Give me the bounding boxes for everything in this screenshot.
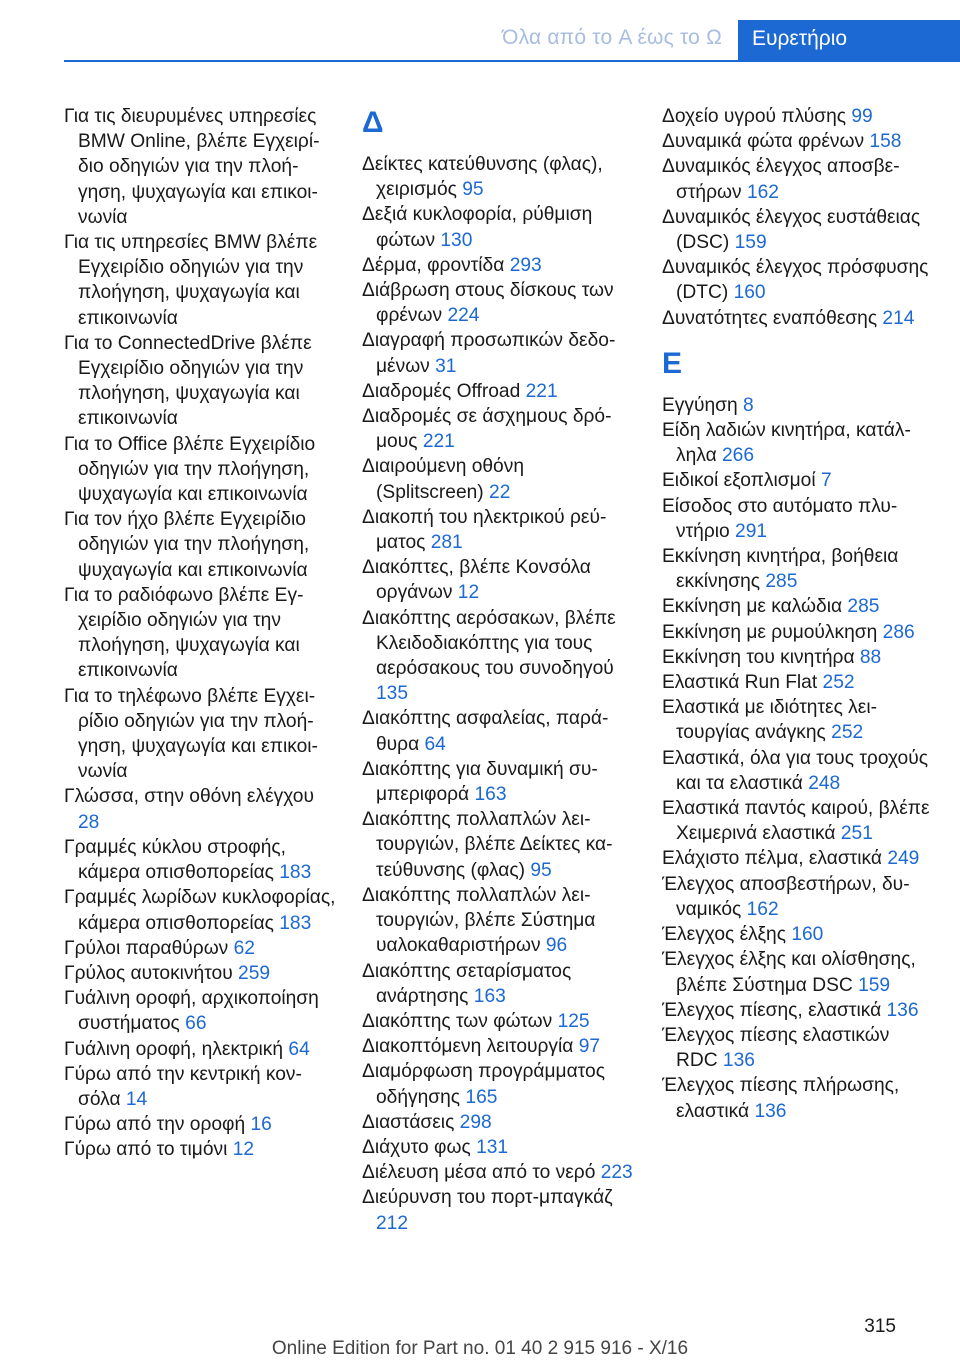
index-entry-text: Διακοπή του ηλεκτρικού ρεύματος (362, 506, 607, 554)
index-entry (662, 468, 934, 493)
index-entry-text: Διαστάσεις (362, 1111, 455, 1133)
index-entry-text: Για το τηλέφωνο βλέπε Εγχειρίδιο οδηγιών για την πλοήγηση, ψυχαγωγία και επικοινωνία (64, 685, 318, 783)
index-entry-text: Γλώσσα, στην οθόνη ελέγχου (64, 786, 314, 808)
index-entry-text: Διέλευση μέσα από το νερό (362, 1162, 596, 1184)
index-entry (662, 255, 934, 305)
index-page-link[interactable]: 183 (279, 912, 312, 934)
header-rule (64, 60, 960, 62)
index-page-link[interactable]: 136 (754, 1100, 787, 1122)
index-entry (64, 885, 336, 935)
index-entry-text: Διαδρομές σε άσχημους δρόμους (362, 406, 612, 453)
index-entry (662, 154, 934, 204)
index-page-link[interactable]: 285 (765, 571, 798, 593)
index-entry-text: Γραμμές κύκλου στροφής, κάμερα οπισθοπορείας (64, 836, 286, 884)
index-entry (64, 961, 336, 986)
page-number: 315 (864, 1316, 896, 1337)
index-page-link[interactable]: 163 (474, 784, 507, 806)
index-entry (362, 1135, 634, 1160)
index-entry-text: Εγγύηση (662, 394, 738, 416)
index-entry-text: Δέρμα, φροντίδα (362, 254, 505, 276)
index-entry-text: Είδη λαδιών κινητήρα, κατάλληλα (662, 420, 911, 467)
index-entry-text: Διακόπτης για δυναμική συμπεριφορά (362, 758, 598, 806)
index-entry (362, 379, 634, 404)
index-entry-text: Διαμόρφωση προγράμματος οδήγησης (362, 1061, 605, 1108)
index-entry (64, 684, 336, 785)
index-page-link[interactable]: 221 (525, 380, 558, 402)
index-entry (362, 706, 634, 756)
header-section-title: Όλα από το A έως το Ω (502, 26, 722, 49)
footer-edition: Online Edition for Part no. 01 40 2 915 916 - X/16 (271, 1338, 689, 1359)
index-entry (662, 1073, 934, 1123)
index-page-link[interactable]: 135 (376, 683, 409, 705)
index-entry-text: Ελαστικά, όλα για τους τροχούς και τα ελαστικά (662, 747, 928, 794)
index-entry (64, 230, 336, 331)
index-entry-text: Έλεγχος αποσβεστήρων, δυναμικός (662, 873, 910, 920)
index-column-3 (662, 104, 934, 1124)
index-entry-text: Διακόπτης ασφαλείας, παράθυρα (362, 708, 609, 755)
index-entry-text: Δείκτες κατεύθυνσης (φλας), χειρισμός (362, 154, 603, 201)
index-letter-heading: Ε (662, 346, 683, 380)
index-page-link[interactable]: 125 (557, 1010, 590, 1032)
page-header (0, 0, 960, 62)
index-entry (362, 606, 634, 707)
index-entry (362, 253, 634, 278)
index-entry (362, 1009, 634, 1034)
index-entry (362, 757, 634, 807)
index-entry (662, 129, 934, 154)
index-entry-text: Δοχείο υγρού πλύσης (662, 106, 846, 127)
index-entry (362, 959, 634, 1009)
index-page-link[interactable]: 252 (822, 672, 855, 694)
index-entry-text: Έλεγχος πίεσης πλήρωσης, ελαστικά (662, 1075, 900, 1122)
index-entry (64, 331, 336, 432)
index-entry-text: Είσοδος στο αυτόματο πλυντήριο (662, 495, 898, 542)
index-entry-text: Για το ραδιόφωνο βλέπε Εγχειρίδιο οδηγιών για την πλοήγηση, ψυχαγωγία και επικοινωνία (64, 584, 304, 682)
index-page-link[interactable]: 99 (851, 106, 873, 127)
index-page-link[interactable]: 95 (530, 859, 552, 881)
index-entry (662, 872, 934, 922)
index-page-link[interactable]: 95 (462, 179, 484, 201)
index-page-link[interactable]: 159 (734, 232, 767, 254)
index-entry (362, 278, 634, 328)
index-entry (662, 205, 934, 255)
index-entry-text: Διακοπτόμενη λειτουργία (362, 1036, 574, 1058)
index-page-link[interactable]: 64 (424, 733, 446, 755)
index-entry (362, 807, 634, 883)
index-entry (662, 947, 934, 997)
index-entry-text: Εκκίνηση με καλώδια (662, 596, 843, 618)
index-entry-text: Διακόπτης σεταρίσματος ανάρτησης (362, 960, 572, 1007)
index-entry (662, 544, 934, 594)
index-page-link[interactable]: 136 (886, 999, 919, 1021)
index-column-2 (362, 104, 634, 1236)
index-page-link[interactable]: 8 (743, 394, 754, 416)
index-entry (662, 620, 934, 645)
index-entry (362, 404, 634, 454)
index-entry-text: Έλεγχος έλξης (662, 924, 786, 946)
index-entry-text: Διάχυτο φως (362, 1136, 471, 1158)
index-entry-text: Ελαστικά παντός καιρού, βλέπε Χειμερινά ελαστικά (662, 798, 930, 845)
index-page-link[interactable]: 28 (78, 811, 100, 833)
index-page-link[interactable]: 160 (733, 282, 766, 304)
index-page-link[interactable]: 12 (457, 582, 480, 604)
index-entry-text: Ελαστικά Run Flat (662, 672, 818, 694)
index-entry-text: Για τις υπηρεσίες BMW βλέπε Εγχειρίδιο οδηγιών για την πλοήγηση, ψυχαγωγία και επικοινωνία (64, 232, 318, 329)
index-entry-text: Δυναμικός έλεγχος αποσβεστήρων (662, 156, 900, 203)
index-entry (662, 796, 934, 846)
index-entry (662, 1023, 934, 1073)
index-entry-text: Διαδρομές Offroad (362, 380, 521, 402)
index-entry (64, 1037, 336, 1062)
index-page-link[interactable]: 162 (746, 181, 779, 203)
index-entry-text: Δυναμικός έλεγχος πρόσφυσης (DTC) (662, 257, 929, 304)
index-entry (662, 494, 934, 544)
index-entry (662, 695, 934, 745)
index-entry (64, 583, 336, 684)
index-page-link[interactable]: 130 (440, 229, 473, 251)
index-entry-text: Ελαστικά με ιδιότητες λειτουργίας ανάγκης (662, 697, 877, 744)
index-page-link[interactable]: 251 (840, 823, 873, 845)
index-entry-text: Γυάλινη οροφή, ηλεκτρική (64, 1038, 284, 1060)
index-entry (662, 922, 934, 947)
index-entry-text: Διακόπτης αερόσακων, βλέπε Κλειδοδιακόπτης για τους αερόσακους του συνοδηγού (362, 607, 616, 680)
index-entry (362, 328, 634, 378)
index-entry (64, 936, 336, 961)
index-page-link[interactable]: 293 (509, 254, 542, 276)
index-entry-text: Ελάχιστο πέλμα, ελαστικά (662, 848, 882, 870)
index-page-link[interactable]: 12 (232, 1139, 255, 1161)
index-entry-text: Δεξιά κυκλοφορία, ρύθμιση φώτων (362, 204, 593, 251)
index-entry (662, 418, 934, 468)
index-entry-text: Διακόπτης πολλαπλών λειτουργιών, βλέπε Σύστημα υαλοκαθαριστήρων (362, 884, 596, 957)
index-page-link[interactable]: 97 (578, 1036, 601, 1058)
index-entry (362, 1034, 634, 1059)
index-entry (64, 432, 336, 508)
index-page-link[interactable]: 158 (869, 131, 902, 153)
index-page-link[interactable]: 7 (820, 470, 832, 492)
index-column-1 (64, 104, 336, 1163)
index-entry (662, 998, 934, 1023)
index-page-link[interactable]: 22 (489, 481, 511, 503)
index-entry (362, 152, 634, 202)
index-entry (662, 104, 934, 129)
index-page-link[interactable]: 165 (465, 1086, 498, 1108)
index-entry (362, 883, 634, 959)
index-entry (362, 1110, 634, 1135)
index-entry-text: Δυνατότητες εναπόθεσης (662, 307, 878, 329)
index-page-link[interactable]: 162 (746, 898, 779, 920)
index-page-link[interactable]: 96 (545, 935, 568, 957)
index-entry-text: Έλεγχος πίεσης ελαστικών RDC (662, 1024, 890, 1072)
index-letter-heading: Δ (362, 106, 384, 139)
index-entry (64, 1112, 336, 1137)
index-entry-text: Για το ConnectedDrive βλέπε Εγχειρίδιο οδηγιών για την πλοήγηση, ψυχαγωγία και επικοινωνία (64, 332, 312, 430)
index-entry (362, 202, 634, 252)
index-entry-text: Δυναμικά φώτα φρένων (662, 131, 865, 153)
index-entry-text: Διακόπτες, βλέπε Κονσόλα οργάνων (362, 557, 591, 604)
index-entry-text: Γύρω από το τιμόνι (64, 1139, 228, 1161)
index-entry (362, 505, 634, 555)
index-entry (64, 784, 336, 834)
index-entry (662, 746, 934, 796)
index-entry (662, 645, 934, 670)
index-page-link[interactable]: 64 (288, 1038, 310, 1060)
index-page-link[interactable]: 14 (125, 1088, 148, 1110)
index-entry-text: Έλεγχος πίεσης, ελαστικά (662, 999, 882, 1021)
index-page-link[interactable]: 286 (882, 621, 915, 643)
index-entry-text: Γρύλοι παραθύρων (64, 937, 229, 959)
index-entry-text: Για τον ήχο βλέπε Εγχειρίδιο οδηγιών για την πλοήγηση, ψυχαγωγία και επικοινωνία (64, 509, 310, 581)
index-page-link[interactable]: 31 (435, 355, 457, 377)
index-entry-text: Γύρω από την κεντρική κονσόλα (64, 1063, 302, 1110)
index-entry (64, 1062, 336, 1112)
index-page-link[interactable]: 252 (831, 722, 864, 744)
index-entry-text: Εκκίνηση κινητήρα, βοήθεια εκκίνησης (662, 546, 899, 593)
index-page-link[interactable]: 259 (238, 962, 271, 984)
index-entry-text: Διακόπτης πολλαπλών λειτουργιών, βλέπε Δείκτες κατεύθυνσης (φλας) (362, 809, 613, 881)
index-entry-text: Ειδικοί εξοπλισμοί (662, 470, 816, 492)
index-page-link[interactable]: 159 (858, 974, 891, 996)
index-entry-text: Γύρω από την οροφή (64, 1114, 246, 1136)
index-page-link[interactable]: 214 (882, 307, 915, 329)
index-page-link[interactable]: 163 (473, 985, 506, 1007)
index-page-link[interactable]: 285 (847, 596, 880, 618)
index-entry (64, 986, 336, 1036)
index-entry-text: Γραμμές λωρίδων κυκλοφορίας, κάμερα οπισθοπορείας (64, 887, 336, 934)
index-entry-text: Εκκίνηση του κινητήρα (662, 646, 855, 668)
index-page-link[interactable]: 249 (887, 848, 920, 870)
index-entry (662, 393, 934, 418)
index-entry (362, 1059, 634, 1109)
index-page-link[interactable]: 16 (250, 1114, 272, 1136)
index-entry-text: Γρύλος αυτοκινήτου (64, 962, 233, 984)
index-page-link[interactable]: 291 (735, 520, 768, 542)
index-entry (362, 454, 634, 504)
index-page-link[interactable]: 298 (459, 1111, 492, 1133)
index-entry-text: Εκκίνηση με ρυμούλκηση (662, 621, 878, 643)
index-page-link[interactable]: 248 (808, 772, 841, 794)
index-entry-text: Για τις διευρυμένες υπηρεσίες BMW Online, βλέπε Εγχειρίδιο οδηγιών για την πλοήγηση, ψυχαγωγία και επικοινωνία (64, 106, 320, 228)
index-entry (662, 594, 934, 619)
header-index-tab[interactable]: Ευρετήριο (738, 20, 960, 62)
index-entry-text: Διάβρωση στους δίσκους των φρένων (362, 280, 614, 327)
index-entry (362, 1185, 634, 1235)
index-page-link[interactable]: 160 (791, 924, 824, 946)
index-page-link[interactable]: 224 (447, 305, 480, 327)
index-entry-text: Δυναμικός έλεγχος ευστάθειας (DSC) (662, 206, 921, 254)
index-page-link[interactable]: 266 (722, 445, 755, 467)
index-entry (662, 846, 934, 871)
index-entry (662, 670, 934, 695)
index-page-link[interactable]: 221 (422, 431, 455, 453)
index-entry (64, 507, 336, 583)
index-entry (362, 555, 634, 605)
index-entry (362, 1160, 634, 1185)
index-page-link[interactable]: 88 (859, 646, 882, 668)
index-page-link[interactable]: 223 (600, 1162, 633, 1184)
index-entry-text: Διαιρούμενη οθόνη (Splitscreen) (362, 456, 524, 503)
index-page-link[interactable]: 136 (722, 1050, 755, 1072)
index-page-link[interactable]: 281 (430, 532, 463, 554)
index-entry-text: Έλεγχος έλξης και ολίσθησης, βλέπε Σύστημα DSC (662, 949, 916, 996)
index-page-link[interactable]: 131 (476, 1136, 509, 1158)
index-entry-text: Διαγραφή προσωπικών δεδομένων (362, 330, 616, 377)
index-entry-text: Για το Office βλέπε Εγχειρίδιο οδηγιών για την πλοήγηση, ψυχαγωγία και επικοινωνία (64, 433, 316, 506)
index-entry-text: Γυάλινη οροφή, αρχικοποίηση συστήματος (64, 988, 319, 1035)
index-entry-text: Διακόπτης των φώτων (362, 1010, 553, 1032)
index-entry-text: Διεύρυνση του πορτ-μπαγκάζ (362, 1187, 613, 1209)
index-entry (64, 104, 336, 230)
index-page-link[interactable]: 62 (233, 937, 255, 959)
index-page-link[interactable]: 212 (376, 1212, 409, 1234)
index-entry (64, 835, 336, 885)
index-page-link[interactable]: 66 (185, 1013, 207, 1035)
index-entry (64, 1137, 336, 1162)
index-page-link[interactable]: 183 (279, 862, 312, 884)
index-entry (662, 306, 934, 331)
